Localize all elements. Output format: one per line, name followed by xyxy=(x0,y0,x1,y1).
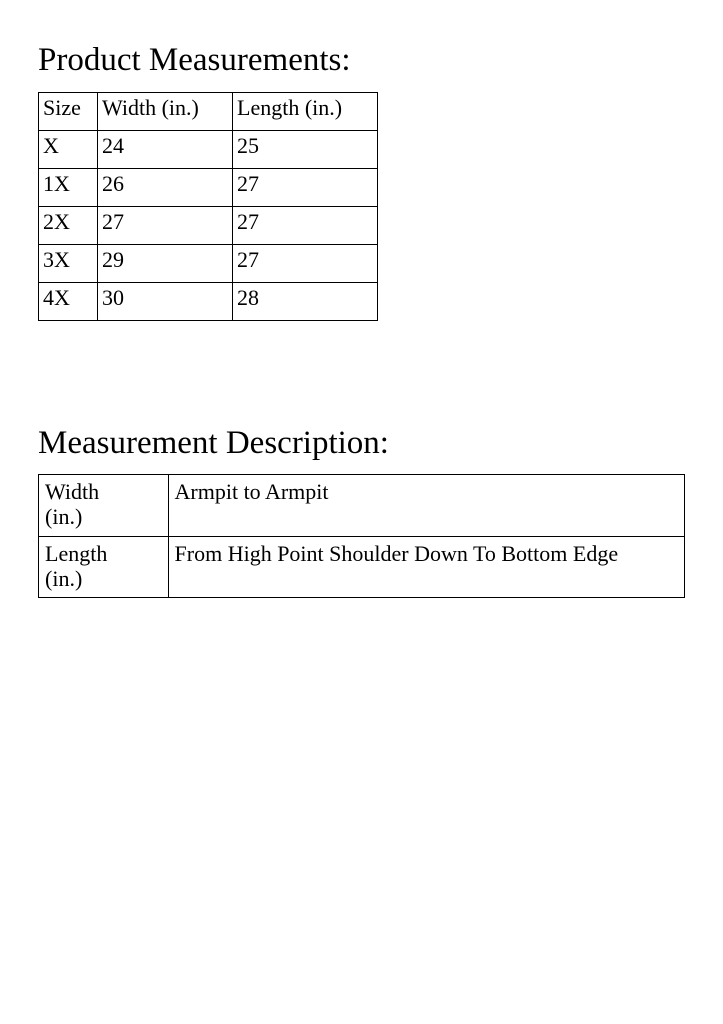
cell-size: X xyxy=(39,131,98,169)
measurement-description-heading: Measurement Description: xyxy=(38,425,389,461)
column-header-size: Size xyxy=(39,93,98,131)
cell-size: 3X xyxy=(39,245,98,283)
column-header-length: Length (in.) xyxy=(233,93,378,131)
label-line-2: (in.) xyxy=(45,565,83,591)
measurement-description-table xyxy=(38,474,685,598)
cell-width: 30 xyxy=(98,283,233,321)
cell-length: 27 xyxy=(233,169,378,207)
table-row xyxy=(39,245,378,283)
product-measurements-table xyxy=(38,92,378,321)
table-row xyxy=(39,207,378,245)
cell-width: 24 xyxy=(98,131,233,169)
column-header-width: Width (in.) xyxy=(98,93,233,131)
table-row xyxy=(39,283,378,321)
cell-measurement-description: From High Point Shoulder Down To Bottom Edge xyxy=(168,536,684,598)
table-row xyxy=(39,131,378,169)
cell-size: 1X xyxy=(39,169,98,207)
table-row xyxy=(39,536,685,598)
cell-measurement-description: Armpit to Armpit xyxy=(168,475,684,537)
cell-measurement-label xyxy=(39,475,169,537)
label-line-1: Length xyxy=(45,540,108,566)
cell-width: 26 xyxy=(98,169,233,207)
cell-size: 2X xyxy=(39,207,98,245)
table-row xyxy=(39,475,685,537)
cell-measurement-label xyxy=(39,536,169,598)
label-line-2: (in.) xyxy=(45,504,83,530)
cell-width: 27 xyxy=(98,207,233,245)
table-row xyxy=(39,169,378,207)
cell-length: 28 xyxy=(233,283,378,321)
cell-length: 27 xyxy=(233,245,378,283)
label-line-1: Width xyxy=(45,479,100,504)
cell-size: 4X xyxy=(39,283,98,321)
cell-length: 25 xyxy=(233,131,378,169)
cell-width: 29 xyxy=(98,245,233,283)
cell-length: 27 xyxy=(233,207,378,245)
product-measurements-heading: Product Measurements: xyxy=(38,42,351,78)
table-header-row xyxy=(39,93,378,131)
